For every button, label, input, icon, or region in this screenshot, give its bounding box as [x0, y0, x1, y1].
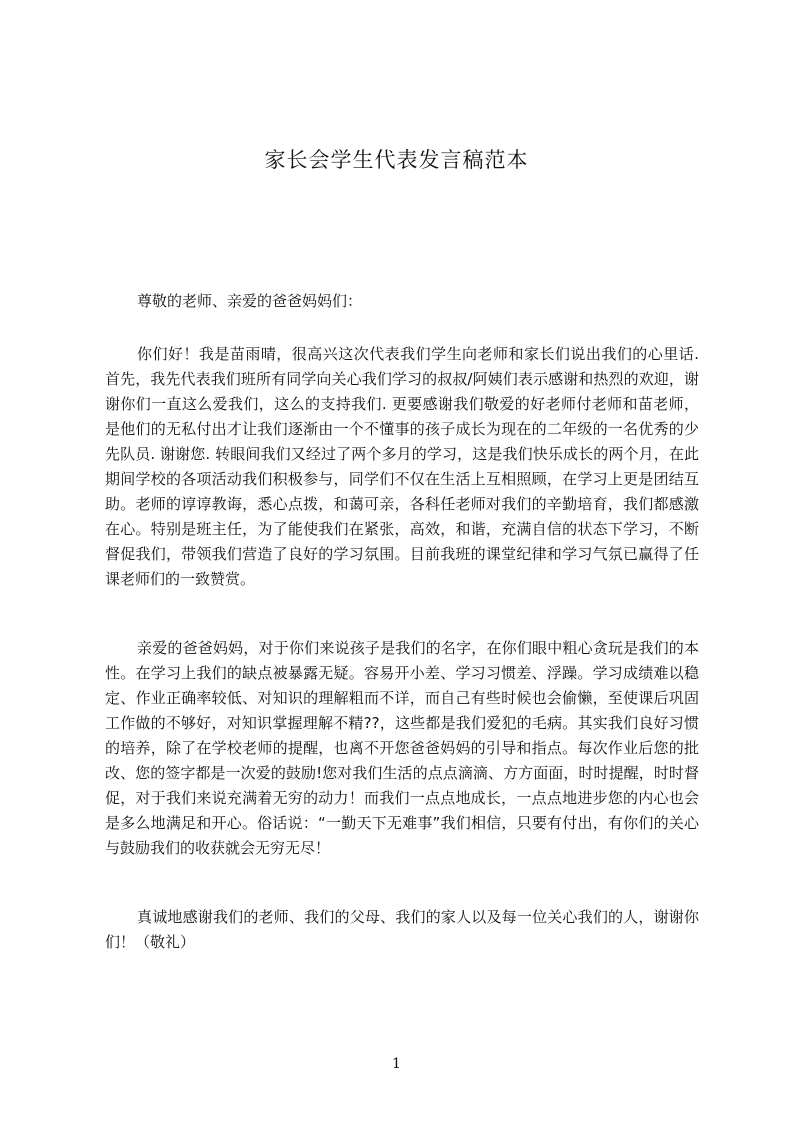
- paragraph-3: 真诚地感谢我们的老师、我们的父母、我们的家人以及每一位关心我们的人，谢谢你们！（敬礼）: [105, 908, 699, 951]
- paragraph-2: 亲爱的爸爸妈妈，对于你们来说孩子是我们的名字，在你们眼中粗心贪玩是我们的本性。在学习上我们的缺点被暴露无疑。容易开小差、学习习惯差、浮躁。学习成绩难以稳定、作业正确率较低、对知识的理解粗而不详，而自己有些时候也会偷懒，至使课后巩固工作做的不够好，对知识掌握理解不精??，这些都是我们爱犯的毛病。其实我们良好习惯的培养，除了在学校老师的提醒，也离不开您爸爸妈妈的引导和指点。每次作业后您的批改、您的签字都是一次爱的鼓励!您对我们生活的点点滴滴、方方面面，时时提醒，时时督促，对于我们来说充满着无穷的动力！而我们一点点地成长，一点点地进步您的内心也会是多么地满足和开心。俗话说：“一勤天下无难事”我们相信，只要有付出，有你们的关心与鼓励我们的收获就会无穷无尽！: [105, 639, 699, 857]
- paragraph-1: 你们好！我是苗雨晴，很高兴这次代表我们学生向老师和家长们说出我们的心里话. 首先，我先代表我们班所有同学向关心我们学习的叔叔/阿姨们表示感谢和热烈的欢迎，谢谢你们一直这么爱我们，这么的支持我们. 更要感谢我们敬爱的好老师付老师和苗老师，是他们的无私付出才让我们逐渐由一个不懂事的孩子成长为现在的二年级的一名优秀的少先队员. 谢谢您. 转眼间我们又经过了两个多月的学习，这是我们快乐成长的两个月，在此期间学校的各项活动我们积极参与，同学们不仅在生活上互相照顾，在学习上更是团结互助。老师的谆谆教诲，悉心点拨，和蔼可亲，各科任老师对我们的辛勤培育，我们都感激在心。特别是班主任，为了能使我们在紧张，高效，和谐，充满自信的状态下学习，不断督促我们，带领我们营造了良好的学习氛围。目前我班的课堂纪律和学习气氛已赢得了任课老师们的一致赞赏。: [105, 345, 699, 588]
- document-title: 家长会学生代表发言稿范本: [264, 148, 529, 172]
- page-number: 1: [392, 1056, 401, 1072]
- greeting: 尊敬的老师、亲爱的爸爸妈妈们：: [137, 292, 363, 310]
